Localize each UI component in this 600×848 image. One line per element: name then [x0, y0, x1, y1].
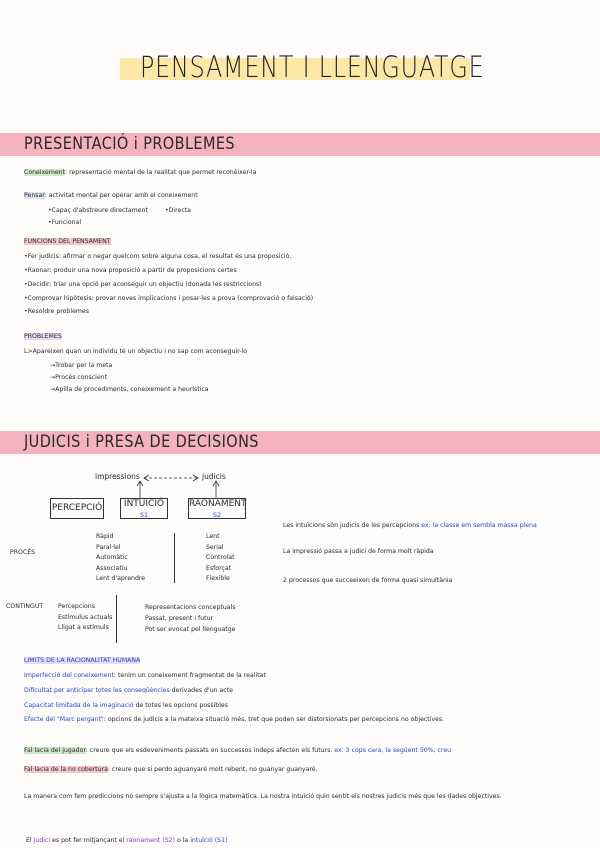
closing-judici: Judici [33, 837, 51, 844]
funcio-item: •Comprovar hipòtesis: provar noves implicacions i posar-les a prova (comprovació o falsació) [24, 295, 314, 302]
impressions-label: impressions [95, 472, 140, 481]
problemes-item: →Trobar per la meta [50, 362, 113, 369]
pensar-term: Pensar [24, 192, 45, 199]
pensar-item: •Funcional [48, 219, 82, 226]
s1-process-item: Ràpid [96, 533, 114, 540]
fal-jugador-text: : creure que els esdeveniments passats en successos indeps afecten els futurs. [85, 747, 333, 754]
note-line: 2 processos que succeeixen de forma quasi simultània [283, 577, 453, 584]
limits-heading-wrap [24, 656, 140, 665]
s2-process-item: Esforçat [206, 564, 232, 572]
closing-paragraph: La manera com fem prediccions no sempre s'ajusta a la lògica matemàtica. La nostra intuïció quin sentit els nostres judicis més que les dades objectives. [24, 793, 502, 800]
section-heading-presentacio: PRESENTACIÓ i PROBLEMES [24, 134, 236, 154]
limit-item [24, 701, 228, 710]
s2-content-item: Pot ser evocat pel llenguatge [145, 626, 236, 633]
s2-process-item: Controlat [206, 554, 235, 561]
limit-term: Dificultat per anticipar totes les conseqüències [24, 687, 170, 694]
fal-jugador-term: Fal·lacia del jugador [24, 747, 86, 754]
divider [174, 533, 175, 583]
pensar-text: : activitat mental per operar amb el coneixement [44, 192, 198, 199]
s2-process-item: Serial [206, 543, 224, 551]
limit-text: : opcions de judicis a la mateixa situació més, tret que poden ser distorsionats per percepcions no objectives. [103, 716, 445, 723]
fal-cost-term: Fal·lacia de la no cobertura [24, 766, 108, 773]
note-line [283, 521, 537, 530]
closing-line [26, 836, 227, 845]
funcions-heading: FUNCIONS DEL PENSAMENT [24, 238, 111, 245]
problemes-heading: PROBLEMES [24, 333, 62, 340]
problemes-item: →Procés conscient [50, 374, 108, 381]
percepcio-box: PERCEPCIÓ [50, 498, 104, 519]
funcio-item: •Fer judicis: afirmar o negar quelcom sobre alguna cosa, el resultat és una proposició. [24, 253, 292, 260]
limit-text: : tenim un coneixement fragmentat de la realitat [113, 672, 266, 679]
note-plain: Les intuïcions són judicis de les percepcions [283, 522, 420, 529]
problemes-item: →Apilla de procediments, coneixement a heurística [50, 386, 209, 393]
closing-text: El [26, 837, 34, 844]
fal-jugador-line [24, 746, 451, 755]
closing-intuicio: intuïció (S1) [190, 837, 228, 844]
raonament-box [188, 498, 246, 519]
s1-process-item: Paral·lel [96, 543, 121, 551]
s2-content-item: Representacions conceptuals [145, 604, 236, 611]
problemes-text: L>Apareixen quan un individu té un objectiu i no sap com aconseguir-lo [24, 348, 248, 355]
s1-process-item: Lent d'aprendre [96, 575, 146, 582]
s2-process-item: Lent [206, 533, 220, 540]
funcions-heading-wrap [24, 237, 111, 246]
fal-cost-text: : creure que si perdo aguanyaré molt rebent, no guanyar guanyaré. [107, 766, 318, 773]
s1-content-item: Percepcions [58, 603, 95, 610]
raonament-label: RAONAMENT [189, 499, 247, 509]
s1-process-item: Associatiu [96, 564, 128, 572]
s2-content-list [145, 602, 236, 635]
proces-label: PROCÉS [10, 549, 36, 556]
s1-content-item: Estímulus actuals [58, 613, 113, 621]
funcio-item: •Resoldre problemes [24, 308, 89, 315]
s1-content-item: Lligat a estímuls [58, 624, 109, 631]
page-title: PENSAMENT I LLENGUATGE [140, 50, 485, 84]
limits-heading: LIMITS DE LA RACIONALITAT HUMANA [24, 657, 141, 664]
funcio-item: •Raonar: produir una nova proposició a partir de proposicions certes [24, 267, 237, 274]
judicis-label: judicis [202, 472, 226, 481]
fal-cost-line [24, 765, 318, 774]
limit-term: Capacitat limitada de la imaginació [24, 702, 134, 709]
s2-content-item: Passat, present i futur [145, 615, 214, 622]
limit-item [24, 686, 233, 695]
closing-text: es pot fer mitjançant el [50, 837, 127, 844]
coneixement-text: : representació mental de la realitat que permet reconèixer-la [65, 169, 257, 176]
diagram-up-arrows [120, 478, 230, 500]
limit-text: derivades d'un acte [169, 687, 233, 694]
coneixement-term: Coneixement [24, 169, 66, 176]
closing-text: o la [174, 837, 191, 844]
limit-term: Imperfecció del coneixement [24, 672, 114, 679]
pensar-item: •Directa [165, 207, 191, 214]
intuicio-box [120, 498, 168, 519]
limit-text: de totes les opcions possibles [133, 702, 228, 709]
s1-content-list [58, 602, 112, 634]
note-example: ex: la classe em sembla massa plena [419, 522, 537, 529]
note-line: La impressió passa a judici de forma molt ràpida [283, 548, 434, 555]
intuicio-s1: S1 [139, 511, 149, 519]
funcio-item: •Decidir: triar una opció per aconseguir un objectiu (donada les restriccions) [24, 281, 262, 288]
contingut-label: CONTINGUT [6, 603, 44, 610]
raonament-s2: S2 [212, 511, 222, 519]
s2-process-list [206, 532, 235, 585]
pensar-line [24, 191, 198, 200]
limit-term: Efecte del "Marc pergant" [24, 716, 104, 723]
limit-item [24, 715, 444, 724]
pensar-item: •Capaç d'abstreure directament [48, 207, 148, 214]
section-heading-judicis: JUDICIS i PRESA DE DECISIONS [24, 432, 259, 452]
closing-raonament: raonament (S2) [126, 837, 175, 844]
intuicio-label: INTUÏCIÓ [123, 499, 165, 509]
coneixement-line [24, 168, 256, 177]
s1-process-item: Automàtic [96, 554, 128, 561]
divider [116, 595, 117, 643]
s1-process-list [96, 532, 145, 585]
fal-jugador-example: ex: 3 cops cara, la següent 50%, creu [332, 747, 452, 754]
problemes-heading-wrap [24, 332, 62, 341]
limit-item [24, 671, 266, 680]
s2-process-item: Flexible [206, 575, 230, 582]
